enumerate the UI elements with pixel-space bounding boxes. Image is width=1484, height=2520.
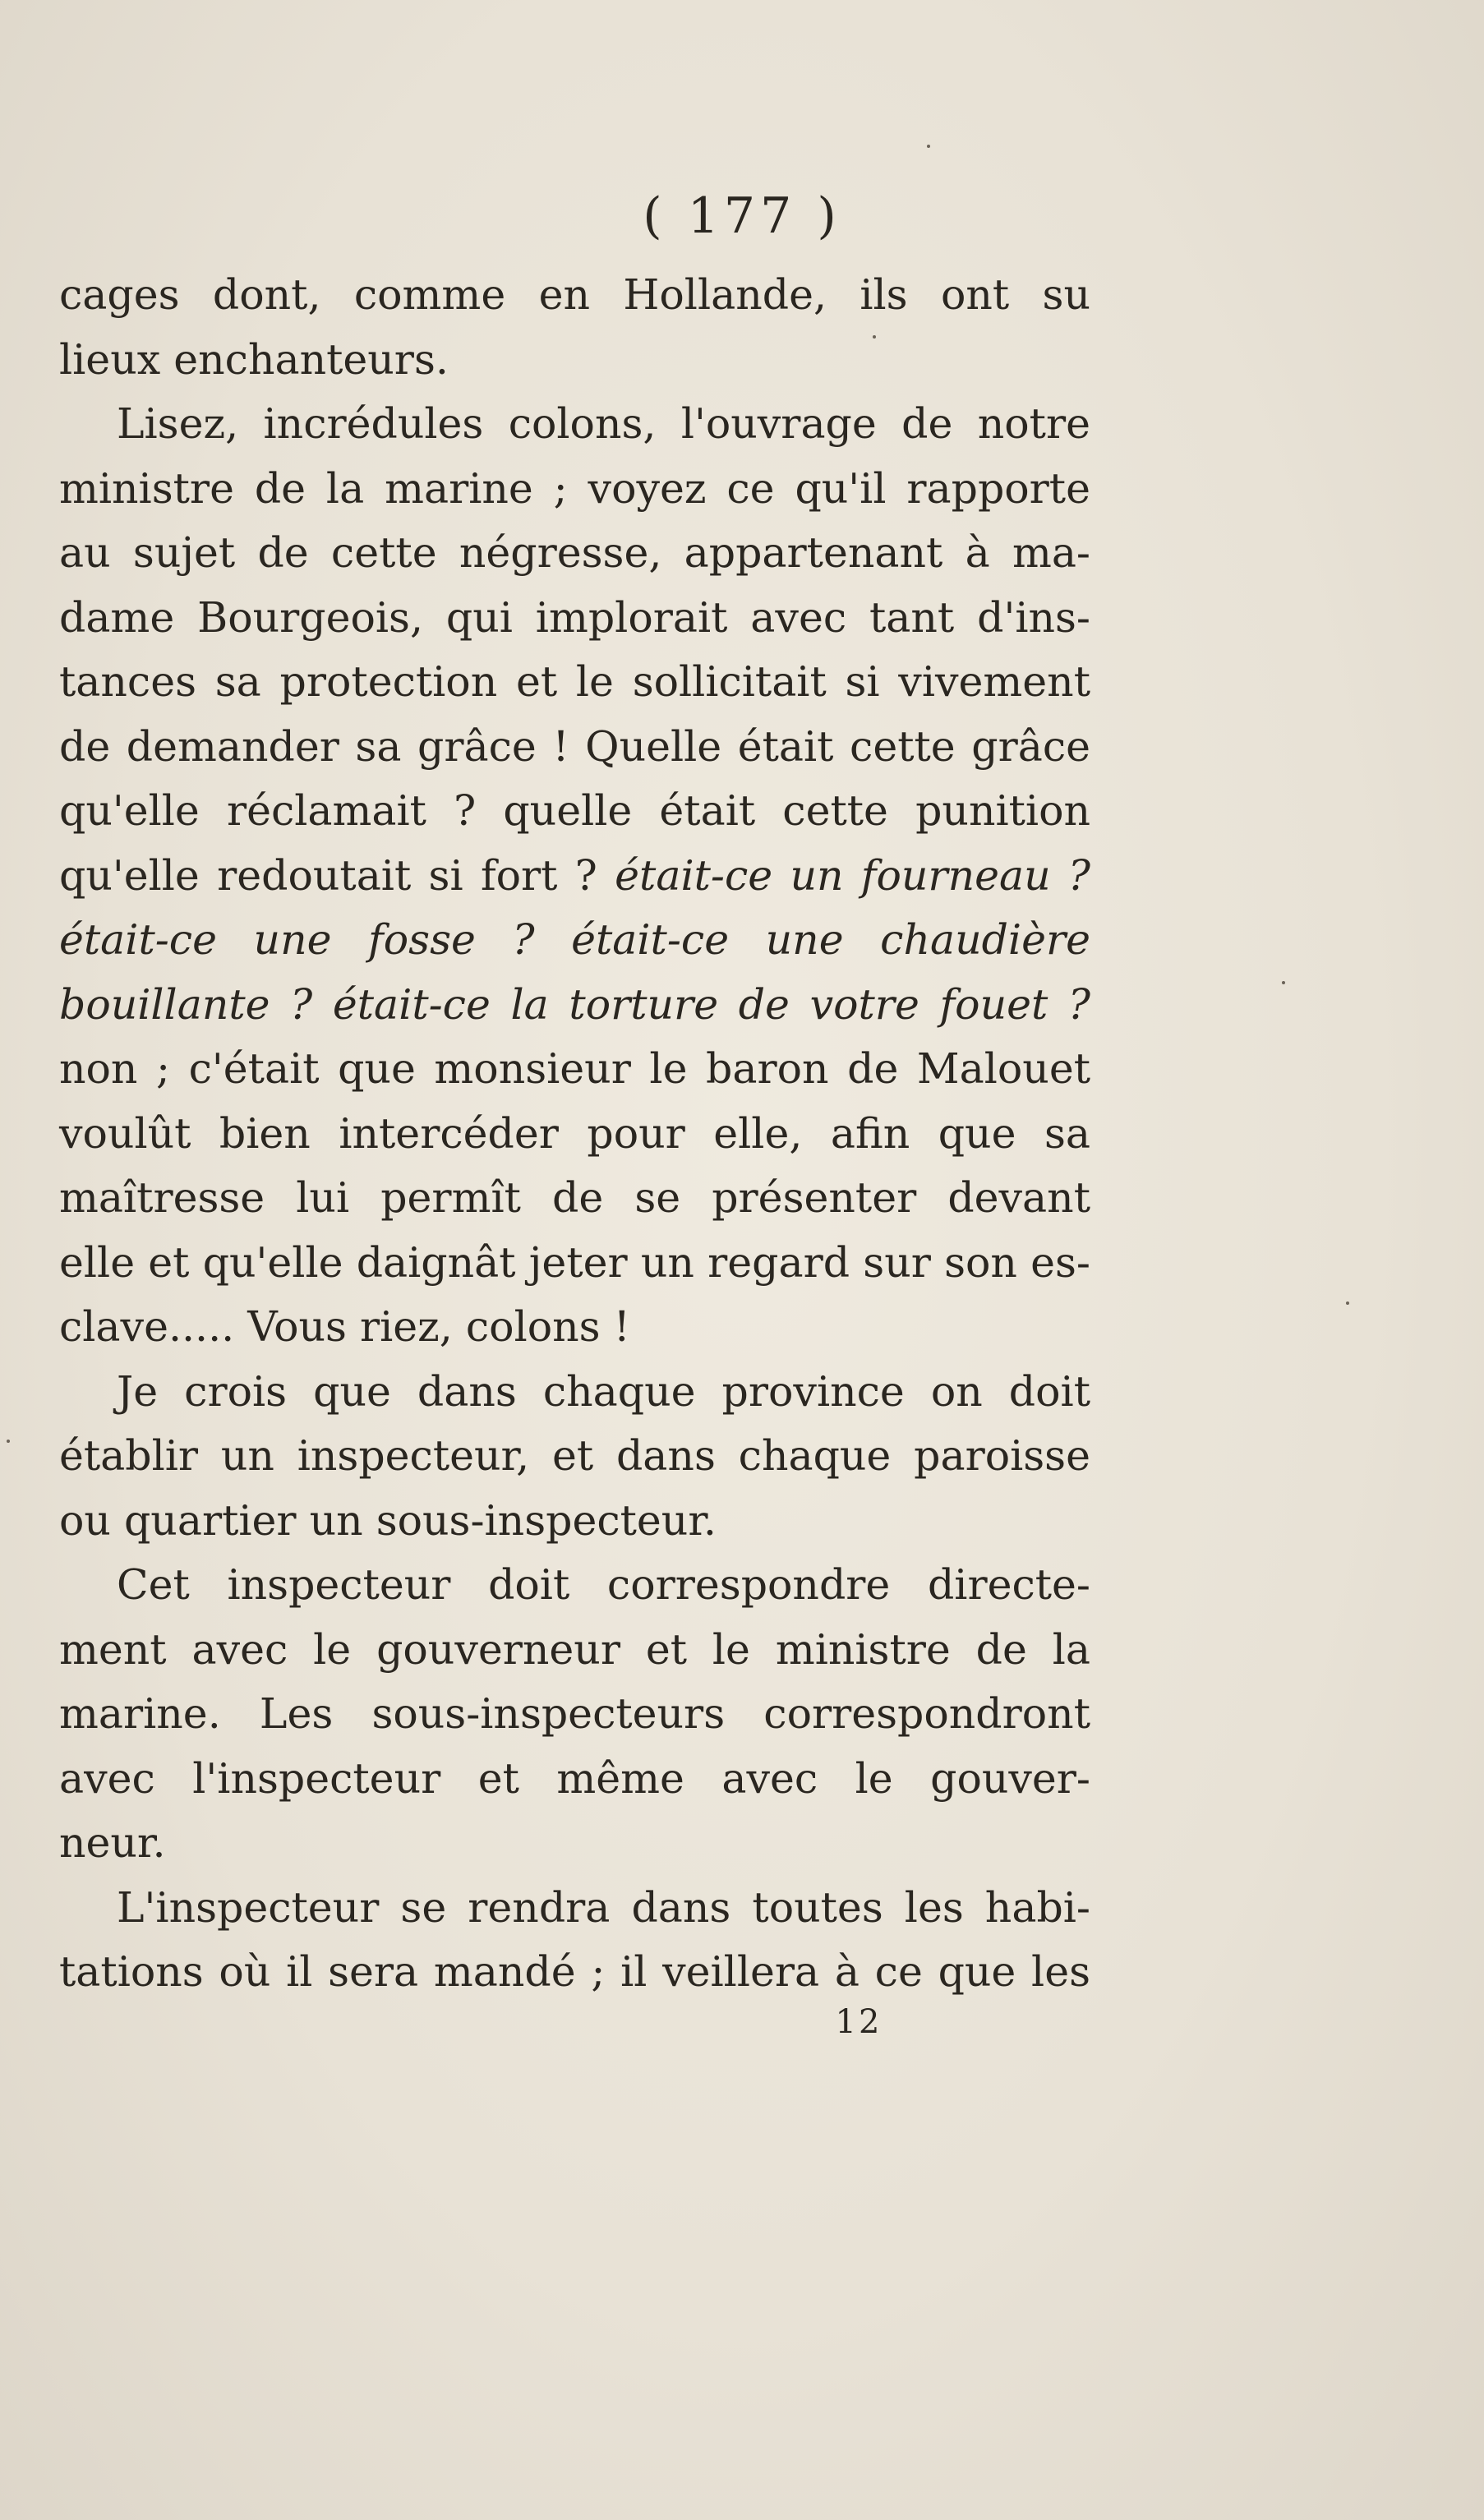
- text-line: [59, 1618, 1090, 1683]
- text-line: [59, 1424, 1090, 1489]
- text-segment: elle et qu'elle daignât jeter un regard sur son es-: [59, 1237, 1090, 1287]
- text-segment: qu'elle redoutait si fort ?: [59, 850, 615, 900]
- text-segment: tations où il sera mandé ; il veillera à ce que les: [59, 1947, 1090, 1996]
- text-line: [59, 1037, 1090, 1102]
- text-line: [59, 1940, 1090, 2005]
- text-segment: Cet inspecteur doit correspondre directe-: [117, 1560, 1090, 1609]
- text-line: [59, 1876, 1090, 1941]
- text-line: [59, 844, 1090, 909]
- text-line: [59, 1747, 1090, 1812]
- text-segment: voulût bien intercéder pour elle, afin que sa: [59, 1108, 1090, 1158]
- text-segment: Je crois que dans chaque province on doit: [117, 1366, 1090, 1416]
- text-line: [59, 328, 1090, 393]
- text-segment: maîtresse lui permît de se présenter devant: [59, 1173, 1090, 1222]
- text-segment: lieux enchanteurs.: [59, 334, 449, 384]
- body-text: [59, 263, 1090, 2005]
- text-segment: établir un inspecteur, et dans chaque paroisse: [59, 1431, 1090, 1480]
- text-segment: de demander sa grâce ! Quelle était cette grâce: [59, 721, 1090, 771]
- text-line: [59, 1489, 1090, 1554]
- text-line: [59, 650, 1090, 715]
- text-line: [59, 715, 1090, 780]
- text-line: [59, 908, 1090, 973]
- page-number-header: ( 177 ): [643, 187, 841, 245]
- text-line: [59, 779, 1090, 844]
- text-line: [59, 521, 1090, 586]
- text-segment: clave..... Vous riez, colons !: [59, 1302, 630, 1351]
- paper-speck: [873, 335, 876, 339]
- text-segment: qu'elle réclamait ? quelle était cette punition: [59, 786, 1090, 835]
- italic-text: était-ce une fosse ? était-ce une chaudière: [59, 915, 1090, 964]
- text-segment: dame Bourgeois, qui implorait avec tant d'ins-: [59, 592, 1090, 642]
- text-line: [59, 1231, 1090, 1296]
- paper-speck: [7, 1440, 10, 1443]
- text-line: [59, 1553, 1090, 1618]
- text-line: [59, 973, 1090, 1038]
- italic-text: bouillante ? était-ce la torture de votre fouet ?: [59, 979, 1090, 1029]
- text-segment: L'inspecteur se rendra dans toutes les habi-: [117, 1882, 1090, 1932]
- italic-text: était-ce un fourneau ?: [615, 850, 1090, 900]
- text-segment: marine. Les sous-inspecteurs correspondront: [59, 1689, 1090, 1738]
- text-line: [59, 1166, 1090, 1231]
- text-line: [59, 1811, 1090, 1876]
- paper-speck: [927, 145, 930, 148]
- text-segment: au sujet de cette négresse, appartenant à ma-: [59, 528, 1090, 577]
- text-line: [59, 263, 1090, 328]
- text-line: [59, 1360, 1090, 1425]
- text-line: [59, 1102, 1090, 1167]
- text-segment: non ; c'était que monsieur le baron de Malouet: [59, 1044, 1090, 1093]
- text-segment: Lisez, incrédules colons, l'ouvrage de notre: [117, 399, 1090, 448]
- paper-speck: [1282, 981, 1285, 984]
- text-line: [59, 1682, 1090, 1747]
- text-line: [59, 586, 1090, 651]
- text-line: [59, 457, 1090, 522]
- text-line: [59, 1295, 1090, 1360]
- text-segment: tances sa protection et le sollicitait si vivement: [59, 657, 1090, 706]
- text-segment: avec l'inspecteur et même avec le gouver-: [59, 1753, 1090, 1803]
- text-line: [59, 392, 1090, 457]
- text-segment: ou quartier un sous-inspecteur.: [59, 1495, 717, 1545]
- text-segment: ment avec le gouverneur et le ministre de la: [59, 1624, 1090, 1674]
- text-segment: cages dont, comme en Hollande, ils ont su: [59, 270, 1090, 319]
- text-segment: ministre de la marine ; voyez ce qu'il rapporte: [59, 463, 1090, 513]
- paper-speck: [1346, 1301, 1349, 1305]
- signature-mark: 12: [835, 2003, 883, 2041]
- text-segment: neur.: [59, 1818, 166, 1867]
